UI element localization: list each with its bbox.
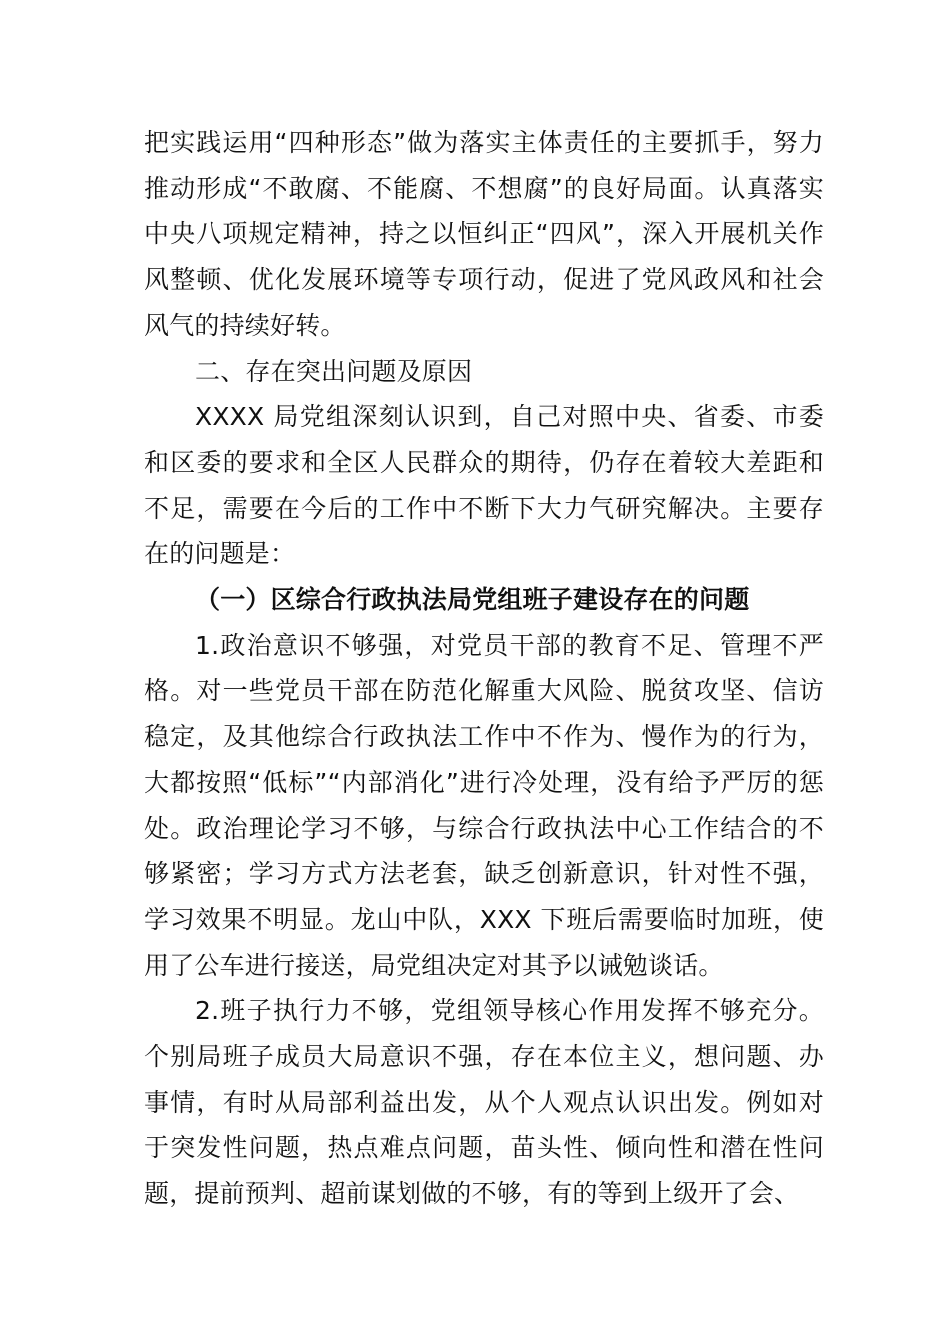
document-body — [144, 120, 824, 1217]
section-title-problems: 二、存在突出问题及原因 — [195, 356, 473, 386]
subsection-heading-1: （一）区综合行政执法局党组班子建设存在的问题 — [195, 585, 750, 615]
paragraph-item-1: 1.政治意识不够强，对党员干部的教育不足、管理不严格。对一些党员干部在防范化解重大风险、脱贫攻坚、信访稳定，及其他综合行政执法工作中不作为、慢作为的行为， 大都按照“低标”“内部消化”进行冷处理，没有给予严厉的惩处。政治理论学习不够，与综合行政执法中心工作结合的不够紧密；学习方式方法老套，缺乏创新意识，针对性不强， 学习效果不明显。龙山中队，XXX 下班后需要临时加班，使用了公车进行接送，局党组决定对其予以诫勉谈话。 — [144, 630, 824, 980]
paragraph-intro-continuation: 把实践运用“四种形态”做为落实主体责任的主要抓手，努力推动形成“不敢腐、不能腐、不想腐”的良好局面。认真落实中央八项规定精神，持之以恒纠正“四风”，深入开展机关作风整顿、优化发展环境等专项行动，促进了党风政风和社会风气的持续好转。 — [144, 128, 824, 340]
paragraph-item-2: 2.班子执行力不够，党组领导核心作用发挥不够充分。个别局班子成员大局意识不强，存在本位主义，想问题、办事情，有时从局部利益出发，从个人观点认识出发。例如对于突发性问题，热点难点问题，苗头性、倾向性和潜在性问题，提前预判、超前谋划做的不够，有的等到上级开了会、 — [144, 996, 824, 1209]
paragraph-overview: XXXX 局党组深刻认识到，自己对照中央、省委、市委和区委的要求和全区人民群众的期待，仍存在着较大差距和不足，需要在今后的工作中不断下大力气研究解决。主要存在的问题是： — [144, 402, 824, 569]
